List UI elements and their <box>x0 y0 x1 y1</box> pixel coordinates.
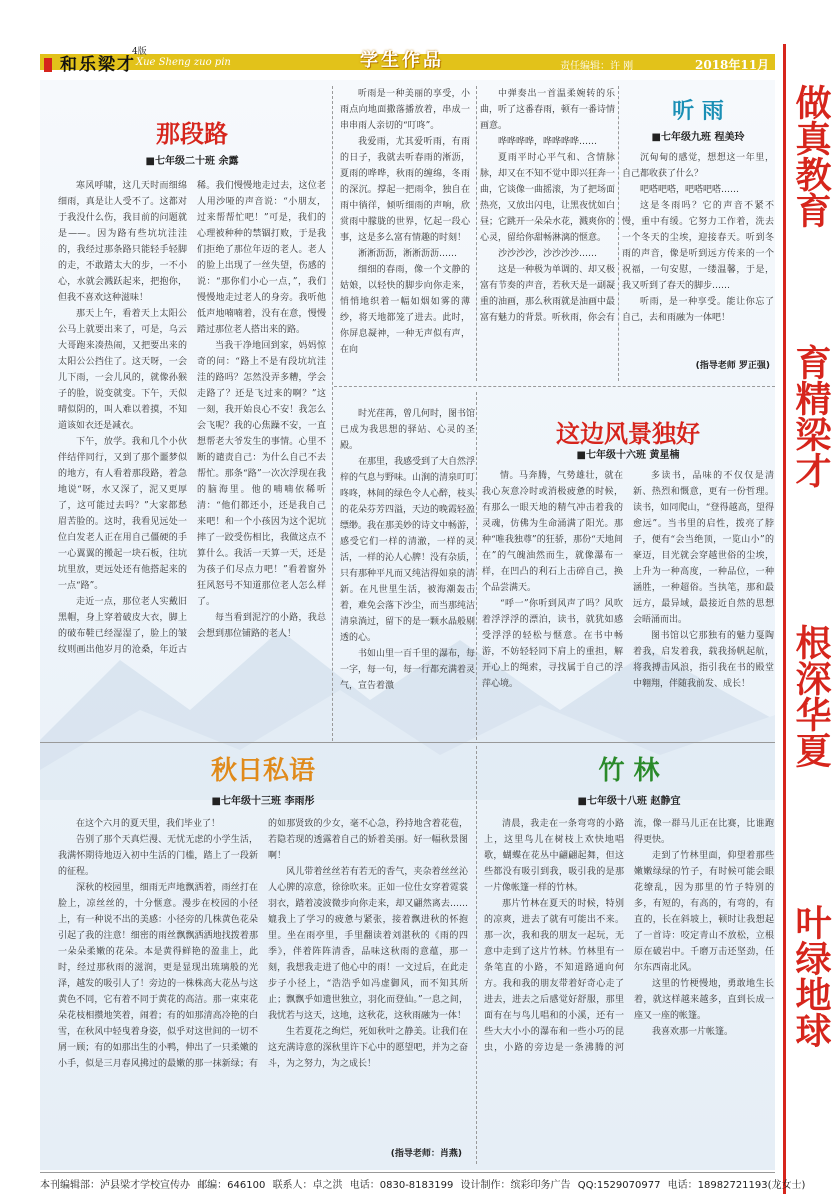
footer-postcode: 邮编：646100 <box>197 1180 266 1191</box>
slogan-segment: 叶绿地球 <box>790 904 831 1048</box>
column-divider <box>618 86 619 381</box>
paragraph: 那天上午，看着天上太阳公公马上就要出来了，可是，乌云大哥跑来凑热闹，又把要出来的太阳公公挡住了。这天呀，一会儿下雨，一会儿风的，就像孙猴子的脸，说变就变。下午，天似晴似阴的，叫人难以着摸，不知道该如衣还是减衣。 <box>58 309 187 431</box>
paragraph: 那片竹林在夏天的时候，特别的凉爽，进去了就有可能出不来。那一次，我和我的朋友一起玩，无意中走到了这片竹林。竹林里有一条笔直的小路，不知道路通向何方。我和我的朋友带着好奇心走了进去，进去之后感觉好舒服，那里面有在与鸟儿唱和的小溪，还有一些大大小小的瀑布和一些小巧的昆虫，小路的旁边是一条沸腾的河流，像一群马儿正在比赛，比谁跑得更快。 <box>484 819 774 1053</box>
column-divider <box>476 746 477 1164</box>
teacher-credit: (指导老师：肖燕) <box>390 1149 462 1159</box>
paragraph: 情。马奔腾，气势雄壮，就在我心灰意冷时或消极疲惫的时候，有那么一眼天地的精气冲击着我的灵魂，仿佛为生命涌满了阳光。那种“唯我独尊”的狂骄，那份“天地间在”的气魄油然而生，就像瀑布一样，在凹凸的利石上击碎自己，换个品尝满天。 <box>482 471 623 593</box>
header-red-mark <box>44 58 52 72</box>
section-divider <box>40 742 775 743</box>
edition-label: 4版 <box>132 47 147 57</box>
paragraph: 时光荏苒，曾几何时，图书馆已成为我思想的驿站、心灵的圣殿。 <box>340 409 476 451</box>
paragraph: 沉甸甸的感觉，想想这一年里，自己都收获了什么？ <box>622 153 774 179</box>
article-title: 这边风景独好 <box>556 420 700 448</box>
article-body <box>622 150 774 350</box>
paragraph: 我喜欢那一片帐篷。 <box>652 1027 734 1037</box>
paragraph: 下午，放学。我和几个小伙伴结伴同行，又到了那个噩梦似的地方，有人看着那段路，着急地说“呀，水又深了，泥又更厚了，这可能过去吗？”大家都愁眉苦脸的。这时，我看见远处一位白发老人正在用自己僵硬的手一心翼翼的搬起一块石板，往坑坑里放，更远处还有他搭起来的一点“路”。 <box>58 437 187 591</box>
article-byline: ■七年级九班 程美玲 <box>651 132 745 143</box>
paragraph: 这里的竹梗慢地，勇敢地生长着，就这样越来越多，直到长成一座又一座的帐篷。 <box>634 979 774 1021</box>
article-tingyu-part2 <box>480 86 615 381</box>
paragraph: 生若夏花之绚烂，死如秋叶之静美。让我们在这充满诗意的深秋里许下心中的愿望吧，并为之奋斗，为之努力，为之成长！ <box>268 1027 468 1069</box>
article-body <box>58 178 326 738</box>
footer-design: 设计制作：缤彩印务广告 <box>460 1180 571 1191</box>
paragraph: 这是冬雨吗？它的声音不紧不慢，重中有缓。它努力工作着，洗去一个冬天的尘埃，迎接春天。听到冬雨的声音，像是听到远方传来的一个祝福，一句安慰，一缕温馨，于是，我又听到了春天的脚步…… <box>622 201 774 291</box>
paragraph: 哗哗哗哗，哗哗哗哗…… <box>498 137 598 147</box>
article-qiuri <box>58 746 468 1164</box>
paragraph: 这是一种极为单调的、却又极富有节奏的声音，若秋天是一副凝重的油画，那么秋雨就是油画中最富有魅力的背景。听秋雨，你会有 <box>480 265 616 323</box>
article-byline: ■七年级二十班 余露 <box>145 156 239 167</box>
article-body <box>482 468 774 740</box>
paragraph: 风儿带着丝丝若有若无的香气，夹杂着丝丝沁人心脾的凉意，徐徐吹来。正如一位仕女穿着霓裳羽衣，踏着凌波微步向你走来，却又翩然离去……媲我上了学习的疲惫与紧张，接着飘进秋的怀抱里。坐在雨亭里，手里翻读着刘湛秋的《雨的四季》，伴着阵阵清香，品味这秋雨的意蕴，那一刻，我想我走进了他心中的雨！一文过后，在此走步子小径上，“浩浩乎如冯虚御风，而不知其所止；飘飘乎如遗世独立，羽化而登仙。”一息之间，我忧若与这天，这地，这秋花，这秋雨融为一体！ <box>268 867 468 1021</box>
paragraph: 沙沙沙沙，沙沙沙沙…… <box>498 249 598 259</box>
slogan-segment: 做真教育 <box>790 84 831 228</box>
article-title: 那段路 <box>156 120 228 148</box>
paragraph: 淅淅沥沥，淅淅沥沥…… <box>358 249 458 259</box>
footer-contact: 联系人：卓之洪 <box>272 1180 343 1191</box>
slogan-segment: 育精梁才 <box>790 344 831 488</box>
section-divider <box>334 386 775 387</box>
article-body <box>484 816 774 1160</box>
article-nayuanlu <box>58 84 326 739</box>
footer-phone-2: 电话：18982721193(龙女士) <box>667 1180 806 1191</box>
article-byline: ■七年级十六班 黄星楠 <box>576 450 680 461</box>
issue-date: 2018年11月 <box>695 58 770 72</box>
article-title: 秋日私语 <box>210 756 315 786</box>
column-divider <box>476 392 477 740</box>
footer-office: 本刊编辑部：泸县梁才学校宣传办 <box>40 1180 190 1191</box>
page-header <box>40 44 775 80</box>
article-zhebian <box>482 392 774 740</box>
article-byline: ■七年级十三班 李雨彤 <box>211 796 315 807</box>
paragraph: 寒风呼啸，这几天时而细绵细雨，真是让人受不了。这都对于我没什么伤，我目前的问题就是——。因为路有些坑坑洼洼的，我经过那条路只能轻手轻脚的走，不敢踏太大的步，一不小心，水就会溅跃起来，把抱你，但我不喜欢这种滋味！ <box>58 181 187 303</box>
paragraph: 走近一点，那位老人实戴旧黑帽，身上穿着破皮大衣，脚上的破布鞋已经湿湿了，脸上的皱纹则画出他岁月的沧桑，年近古稀。我们慢慢地走过去，这位老人用沙哑的声音说：“小朋友，过来帮帮忙吧！”可是，我们的心理被种种的禁锢打败，于是我们拒绝了那位年迈的老人。老人的脸上出现了一丝失望，伤感的说：“那你们小心一点，”，我们慢慢地走过老人的身旁。我听他低声地喃喃着，没有在意，慢慢踏过那位老人搭出来的路。 <box>58 181 326 655</box>
footer-qq: QQ:1529070977 <box>577 1180 661 1191</box>
paragraph: 夏雨平时心平气和、含情脉脉，却又在不知不觉中即兴狂奔一曲，它谈像一曲摇滚，为了把场面热亮，又放出闪电，让黑夜忧如白昼；它跳开一朵朵水花，溅爽你的心灵，留给你甜畅淋漓的惬意。 <box>480 153 616 243</box>
article-zhulin <box>484 746 774 1164</box>
article-tingyu-part3 <box>622 86 774 381</box>
paragraph: 在那里，我感受到了大自然浮梓的气息与野味。山涧的清泉叮叮咚咚，林间的绿色令人心醉，枝头的花朵芬芳四溢，天边的晚霞轻盈缥缈。我在那美妙的诗文中畅游，感受它们一样的清澈，一样的灵活，一样的沁人心脾！没有杂质，只有那种平凡而又纯洁得如泉的清新。在凡世里生活，被海潮轰击着，难免会落下沙尘，而当那纯洁清泉淌过，留下的是一颗水晶般剔透的心。 <box>340 457 476 643</box>
slogan-strip <box>783 44 835 1194</box>
paragraph: 我爱雨，尤其爱听雨，有雨的日子，我就去听春雨的淅沥，夏雨的哗哗，秋雨的缠绵，冬雨的深沉。撑起一把雨伞，独自在雨中徜徉，倾听细雨的声响，欣赏雨中朦胧的世界，忆起一段心事，这是多么富有情趣的时刻！ <box>340 137 470 243</box>
paragraph: 清晨，我走在一条弯弯的小路上，这里鸟儿在树枝上欢快地唱歌，蝴蝶在花丛中翩翩起舞，但这些都没有吸引到我，吸引我的是那一片像帐篷一样的竹林。 <box>484 819 624 893</box>
article-title: 听 雨 <box>672 99 724 124</box>
paper-name: 和乐梁才 <box>60 55 136 75</box>
editor-credit: 责任编辑：许 刚 <box>560 61 634 72</box>
paragraph: 图书馆以它那独有的魅力戛陶着我，启发着我，载我扬帆起航，将我搏击风浪，指引我在书的殿堂中翱翔，伴随我前发、成长！ <box>633 631 774 689</box>
column-divider <box>332 86 333 741</box>
paragraph: 多读书，品味的不仅仅是清新、热烈和慨意，更有一份哲理。读书，如同爬山，“登得越高，望得愈远”。当书里的启性，拨亮了脖子，便有“会当绝顶，一览山小”的豪迈，目光就会穿越世俗的尘埃，上升为一种高度，一种品位，一种涵胜，一种超俗。当执笔，那和最远方，最异域，最接近自然的思想会晤涌而出。 <box>633 471 774 625</box>
article-title: 竹 林 <box>598 756 660 786</box>
article-zhebian-part1 <box>340 392 475 740</box>
section-pinyin: Xue Sheng zuo pin <box>136 57 231 68</box>
paragraph: 吧嗒吧嗒，吧嗒吧嗒…… <box>640 185 740 195</box>
article-body <box>340 406 475 740</box>
paragraph: 当我干净地回到家，妈妈惊奇的问：“路上不是有段坑坑洼洼的路吗？怎然没弄多糟，学会走路了？还是飞过来的啊？”这一刻，我开始良心不安！我怎么会飞呢？我的心焦躁不安，一直想帮老大爷发生的事情。心里不断的谴责自己：为什么自己不去帮忙。那条“路”一次次浮现在我的脑海里。他的喃喃依稀听清：“他们都还小，还是我自己来吧！和一个小孩因为这个泥坑摔了一跤受伤相比，我做这点不算什么。我活一天算一天，还是为孩子们尽点力吧！”看着窗外狂风怒号不知道那位老人怎么样了。 <box>197 341 326 607</box>
paragraph: 告别了那个天真烂漫、无忧无虑的小学生活，我满怀期待地迈入初中生活的门槛，踏上了一段新的征程。 <box>58 835 258 877</box>
article-tingyu-part1 <box>340 86 470 381</box>
paragraph: 每当看到泥泞的小路，我总会想到那位铺路的老人！ <box>197 613 326 639</box>
article-body <box>340 86 470 381</box>
article-body <box>58 816 468 1144</box>
column-divider <box>476 86 477 381</box>
paragraph: “呼一”你听到风声了吗？风吹着浮浮浮的漂泊，读书，就犹如感受浮浮的轻松与惬意。在书中畅游，不妨轻轻同下肩上的重担，解开心上的绳索，寻找属于自己的浮萍心境。 <box>482 599 623 689</box>
slogan-segment: 根深华夏 <box>790 624 831 768</box>
footer-phone: 电话：0830-8183199 <box>349 1180 454 1191</box>
paragraph: 书如山里一百千里的瀑布，每一字，每一句，每一行都充满着灵气，宣告着激 <box>340 649 476 691</box>
page-footer <box>40 1172 806 1199</box>
paragraph: 走到了竹林里面，仰望着那些嫩嫩绿绿的竹子，有时候可能会眼花缭乱，因为那里的竹子特别的多，有短的，有高的，有弯的，有直的，长在斜坡上，顿时让我想起了一首诗：咬定青山不放松，立根原在破岩中。千磨万击还坚劲，任尔东西南北风。 <box>634 851 774 973</box>
article-body <box>480 86 615 381</box>
paragraph: 听雨是一种美丽的享受，小雨点向地面撒落播放着，串成一串串雨人亲切的“叮咚”。 <box>340 89 470 131</box>
teacher-credit: (指导老师 罗正强) <box>695 361 770 371</box>
section-title: 学生作品 <box>360 50 444 71</box>
paragraph: 深秋的校园里，细雨无声地飘洒着，雨丝打在脸上，凉丝丝的，十分惬意。漫步在校园的小径上，有一种说不出的美感：小径旁的几株黄色花朵引起了我的注意！细密的雨丝飘飘洒洒地找拨着那一朵朵柔嫩的花朵。本是黄得鲜艳的盈韭上，此时，经过那秋雨的滋润，更是显现出琉璃般的光泽，越发的吸引人了！旁边的一株株高大花丛与这黄色不同，它有着不同于黄花的高洁。那一束束花朵花枝相攒地笑着，闹着；有的如那清高冷艳的白雪，在秋风中轻曳着身姿，似乎对这世间的一切不屑一顾；有的如那出生的小鸭，伸出了一只柔嫩的小手，似是三月春风拂过的最嫩的那一抹新绿；有的如那贤致的少女，毫不心急，矜持地含着花苞，若隐若现的透露着自己的娇着美丽。好一幅秋景图啊！ <box>58 819 468 1069</box>
paragraph: 在这个六月的夏天里，我们毕业了！ <box>76 819 221 829</box>
paragraph: 中弹奏出一首温柔婉转的乐曲，听了这番春雨，顿有一番诗情画意。 <box>480 89 616 131</box>
paragraph: 听雨，是一种享受。能让你忘了自己，去和雨融为一体吧！ <box>622 297 774 323</box>
paragraph: 细细的春雨，像一个文静的姑娘，以轻快的脚步向你走来，悄悄地织着一幅如烟如雾的薄纱，将天地都笼了进去。此时，你屏息凝神，一种无声似有声，在向 <box>340 265 470 355</box>
article-byline: ■七年级十八班 赵静宜 <box>577 796 681 807</box>
